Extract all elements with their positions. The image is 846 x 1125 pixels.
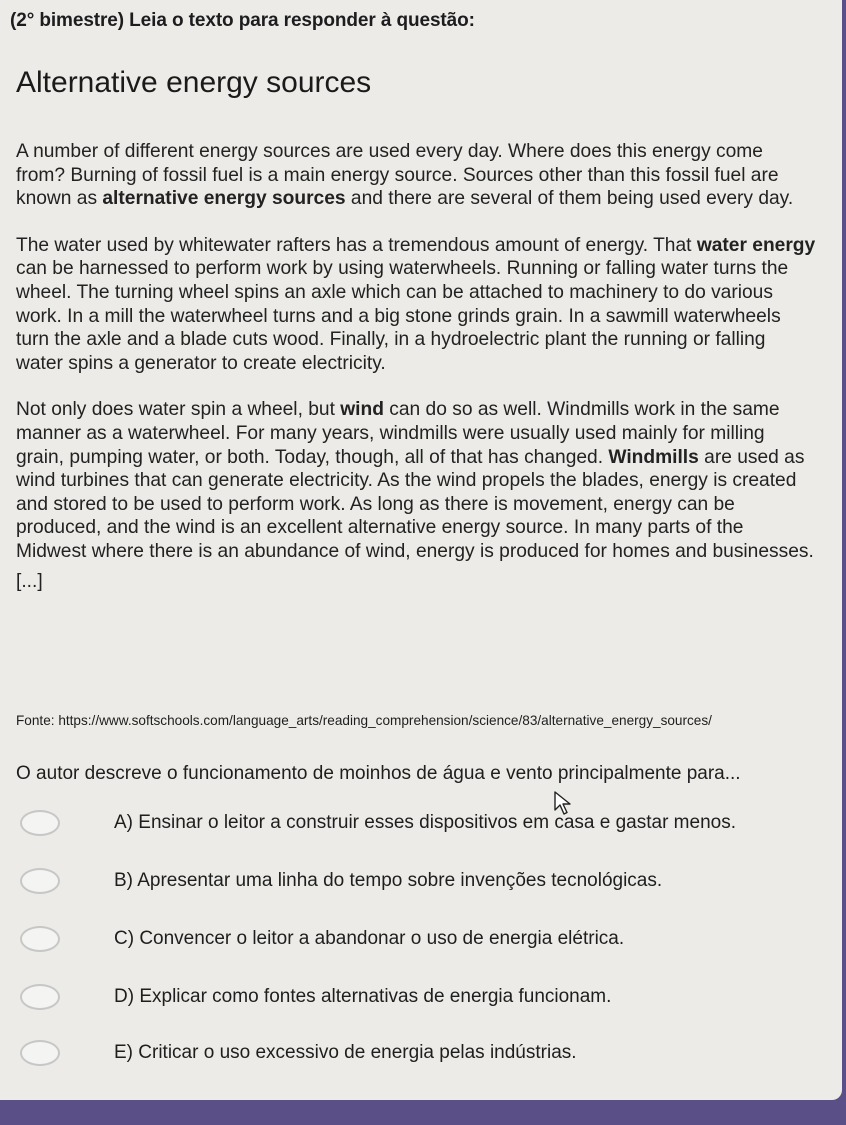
bold-term: alternative energy sources xyxy=(102,188,346,210)
option-e[interactable] xyxy=(20,1040,577,1066)
radio-option-d[interactable] xyxy=(20,984,60,1010)
bold-term: wind xyxy=(340,399,384,421)
radio-option-b[interactable] xyxy=(20,868,60,894)
option-b-label: B) Apresentar uma linha do tempo sobre invenções tecnológicas. xyxy=(114,870,663,891)
assignment-header: (2° bimestre) Leia o texto para responder à questão: xyxy=(10,10,475,31)
option-a[interactable] xyxy=(20,810,736,836)
bold-term: Windmills xyxy=(608,446,699,468)
text-run: A number of different energy sources are used every day. Where does this energy come from? Burning of fossil fuel is a main energy source. Sources other than this fossil fuel are known as xyxy=(16,141,779,210)
passage-title: Alternative energy sources xyxy=(16,66,372,99)
paragraph-2 xyxy=(16,234,816,376)
text-run: Not only does water spin a wheel, but xyxy=(16,399,341,421)
source-citation: Fonte: https://www.softschools.com/language_arts/reading_comprehension/science/83/alternative_energy_sources/ xyxy=(16,713,712,728)
option-a-label: A) Ensinar o leitor a construir esses dispositivos em casa e gastar menos. xyxy=(114,812,736,833)
radio-option-e[interactable] xyxy=(20,1040,60,1066)
option-e-label: E) Criticar o uso excessivo de energia pelas indústrias. xyxy=(114,1042,577,1063)
text-run: can do so as well. Windmills work in the same manner as a waterwheel. For many years, windmills were usually used mainly for milling grain, pumping water, or both. Today, though, all of that has changed. xyxy=(16,399,780,468)
paragraph-3 xyxy=(16,398,816,563)
bold-term: water energy xyxy=(696,234,816,256)
text-run: are used as wind turbines that can generate electricity. As the wind propels the blades, energy is created and stored to be used to perform work. As long as there is movement, energy can be produced, and the wind is an excellent alternative energy source. In many parts of the Midwest where there is an abundance of wind, energy is produced for homes and businesses. xyxy=(16,446,814,562)
option-b[interactable] xyxy=(20,868,662,894)
option-c-label: C) Convencer o leitor a abandonar o uso de energia elétrica. xyxy=(114,928,625,949)
text-run: can be harnessed to perform work by using waterwheels. Running or falling water turns the wheel. The turning wheel spins an axle which can be attached to machinery to do various work. In a mill the waterwheel turns and a big stone grinds grain. In a sawmill waterwheels turn the axle and a blade cuts wood. Finally, in a hydroelectric plant the running or falling water spins a generator to create electricity. xyxy=(16,258,789,374)
radio-option-a[interactable] xyxy=(20,810,60,836)
option-d-label: D) Explicar como fontes alternativas de energia funcionam. xyxy=(114,986,612,1007)
text-run: The water used by whitewater rafters has a tremendous amount of energy. That xyxy=(16,234,697,256)
radio-option-c[interactable] xyxy=(20,926,60,952)
option-c[interactable] xyxy=(20,926,624,952)
option-d[interactable] xyxy=(20,984,611,1010)
text-run: and there are several of them being used every day. xyxy=(345,188,794,210)
ellipsis-marker: [...] xyxy=(16,570,43,592)
question-prompt: O autor descreve o funcionamento de moinhos de água e vento principalmente para... xyxy=(16,763,741,784)
mouse-pointer-icon xyxy=(553,790,577,816)
paragraph-1 xyxy=(16,140,816,211)
passage-body xyxy=(16,140,816,593)
